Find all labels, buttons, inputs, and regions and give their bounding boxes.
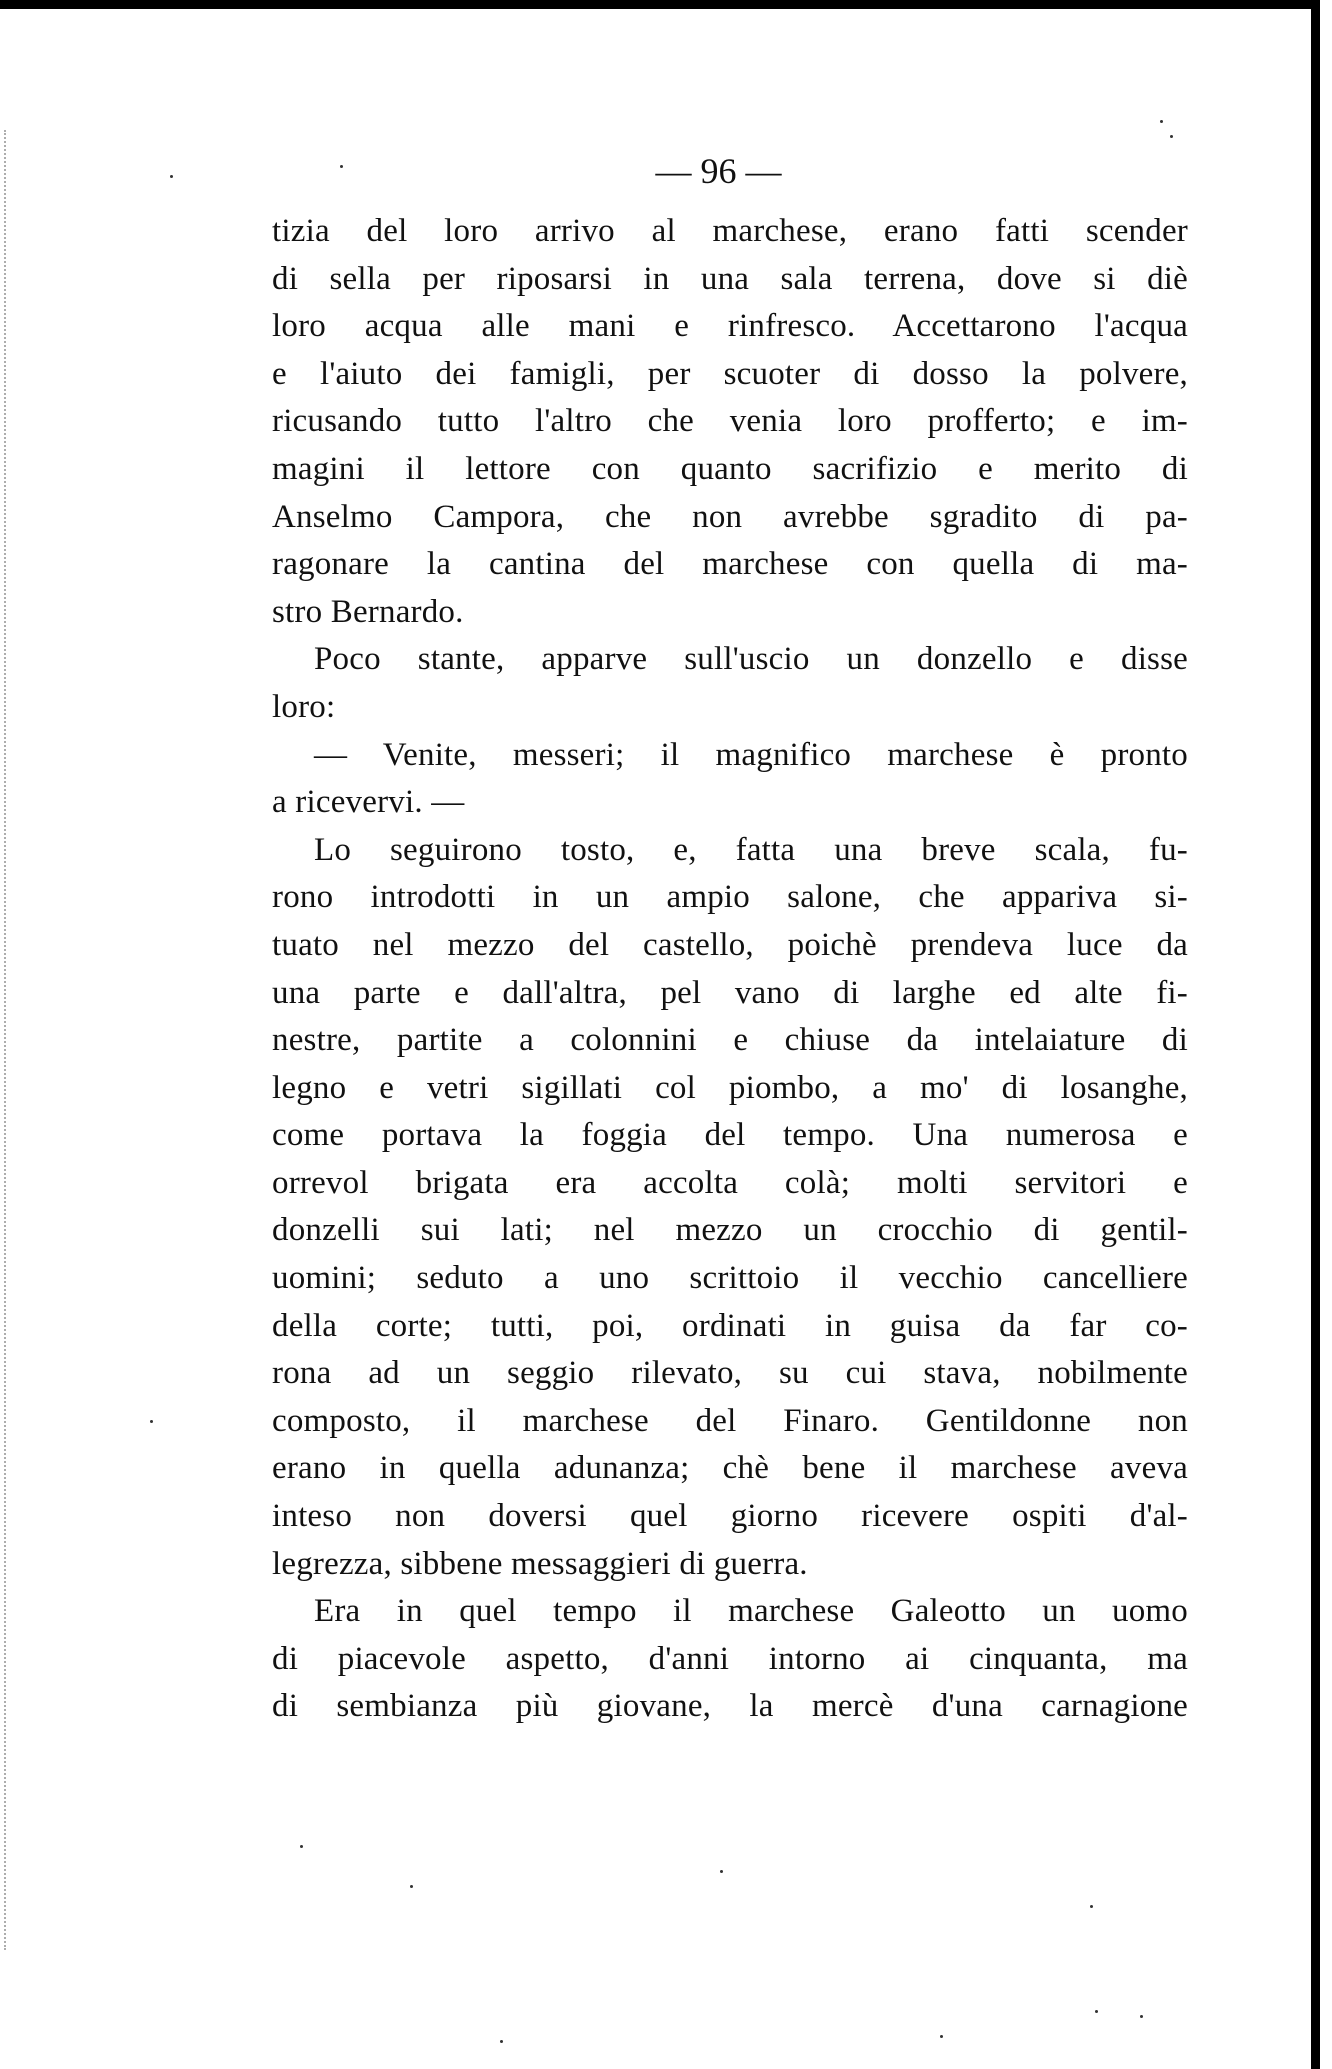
scan-speck [500,2040,503,2043]
scan-speck [300,1845,303,1848]
scan-edge-left [4,130,12,1950]
text-line: loro: [272,688,336,725]
scan-speck [1090,1905,1093,1908]
text-line: orrevol brigata era accolta colà; molti servitori e [272,1164,1188,1201]
text-line: della corte; tutti, poi, ordinati in guisa da far co- [272,1307,1188,1344]
scan-speck [1160,120,1163,123]
text-line: uomini; seduto a uno scrittoio il vecchio cancelliere [272,1260,1188,1297]
scan-border-top [0,0,1320,9]
text-line: legrezza, sibbene messaggieri di guerra. [272,1545,808,1582]
text-line: Era in quel tempo il marchese Galeotto un uomo [314,1593,1188,1630]
text-line: ricusando tutto l'altro che venia loro profferto; e im- [272,403,1188,440]
text-line: come portava la foggia del tempo. Una numerosa e [272,1117,1188,1154]
scan-speck [1140,2015,1143,2018]
text-line: Poco stante, apparve sull'uscio un donzello e disse [314,641,1188,678]
text-line: Lo seguirono tosto, e, fatta una breve scala, fu- [314,831,1188,868]
text-line: di piacevole aspetto, d'anni intorno ai cinquanta, ma [272,1640,1188,1677]
text-line: di sembianza più giovane, la mercè d'una carnagione [272,1688,1188,1725]
text-line: di sella per riposarsi in una sala terrena, dove si diè [272,260,1188,297]
text-line: tizia del loro arrivo al marchese, erano fatti scender [272,213,1188,249]
text-line: — Venite, messeri; il magnifico marchese è pronto [314,736,1188,773]
text-line: composto, il marchese del Finaro. Gentildonne non [272,1402,1188,1439]
text-line: stro Bernardo. [272,593,464,630]
text-line: inteso non doversi quel giorno ricevere ospiti d'al- [272,1498,1188,1535]
scan-speck [940,2035,943,2038]
scan-speck [410,1885,413,1888]
body-text [272,208,1188,1731]
page-number: — 96 — [655,151,782,191]
scan-speck [1170,135,1173,138]
text-line: magini il lettore con quanto sacrifizio e merito di [272,450,1188,487]
text-line: nestre, partite a colonnini e chiuse da intelaiature di [272,1022,1188,1059]
scan-speck [340,165,343,168]
text-line: rona ad un seggio rilevato, su cui stava, nobilmente [272,1355,1188,1392]
text-line: Anselmo Campora, che non avrebbe sgradito di pa- [272,498,1188,535]
text-line: e l'aiuto dei famigli, per scuoter di dosso la polvere, [272,355,1188,392]
scan-speck [150,1420,153,1423]
text-line: a ricevervi. — [272,784,465,821]
text-line: tuato nel mezzo del castello, poichè prendeva luce da [272,926,1188,963]
scan-speck [720,1870,723,1873]
text-line: loro acqua alle mani e rinfresco. Accettarono l'acqua [272,308,1188,345]
text-line: legno e vetri sigillati col piombo, a mo' di losanghe, [272,1069,1188,1106]
text-line: rono introdotti in un ampio salone, che appariva si- [272,879,1188,916]
text-line: ragonare la cantina del marchese con quella di ma- [272,546,1188,583]
text-line: donzelli sui lati; nel mezzo un crocchio di gentil- [272,1212,1188,1249]
scan-speck [170,175,173,178]
text-line: una parte e dall'altra, pel vano di larghe ed alte fi- [272,974,1188,1011]
scan-speck [1095,2010,1098,2013]
text-line: erano in quella adunanza; chè bene il marchese aveva [272,1450,1188,1487]
scan-border-right [1311,0,1320,2069]
